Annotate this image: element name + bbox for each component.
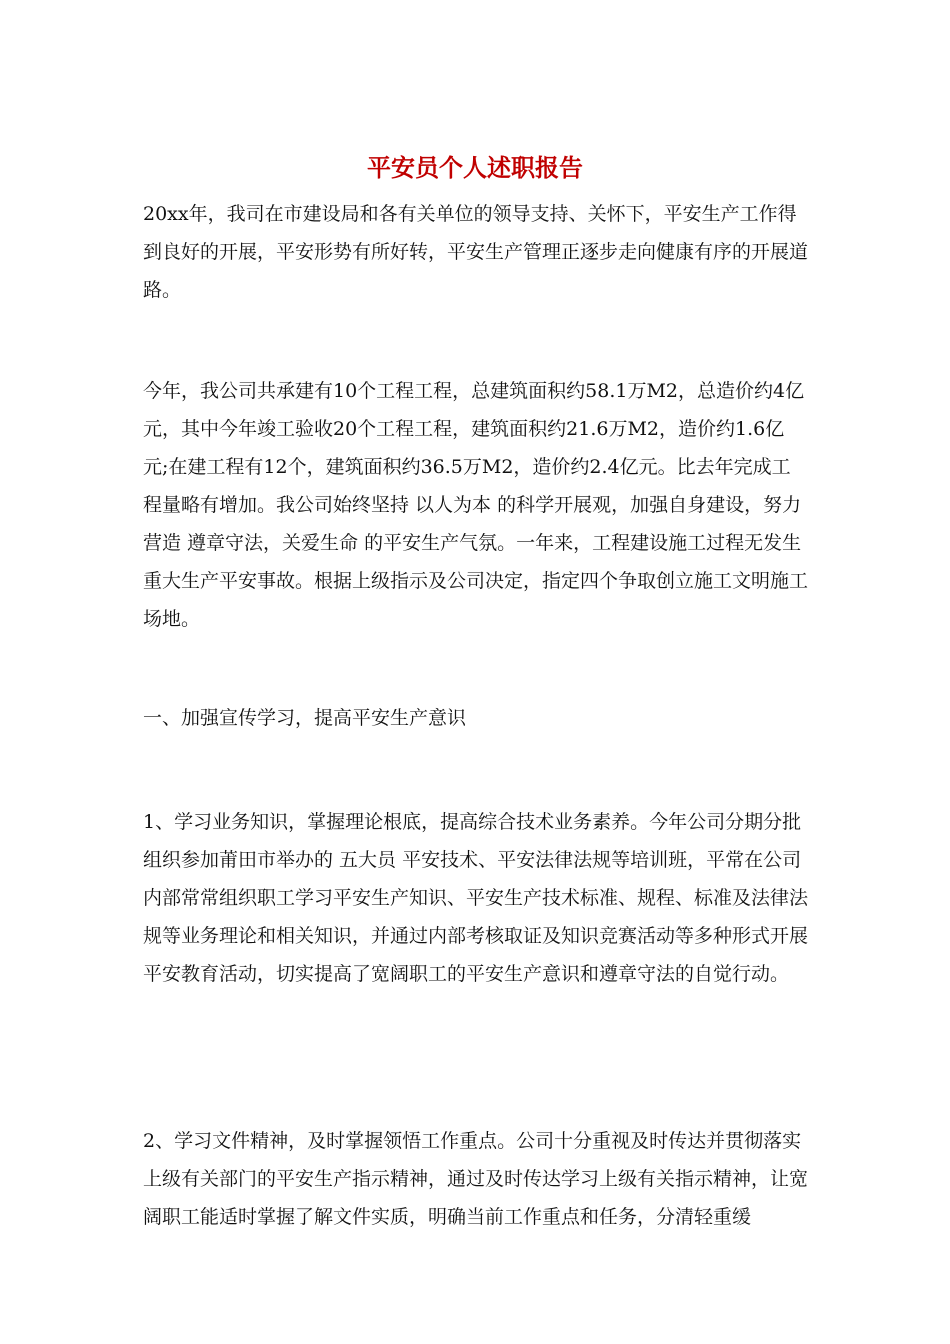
- paragraph-intro: 20xx年，我司在市建设局和各有关单位的领导支持、关怀下，平安生产工作得到良好的开展，平安形势有所好转，平安生产管理正逐步走向健康有序的开展道路。: [143, 203, 809, 301]
- paragraph-item-1: 1、学习业务知识，掌握理论根底，提高综合技术业务素养。今年公司分期分批组织参加莆田市举办的 五大员 平安技术、平安法律法规等培训班，平常在公司内部常常组织职工学习平安生产知识、平安生产技术标准、规程、标准及法律法规等业务理论和相关知识，并通过内部考核取证及知识竞赛活动等多种形式开展平安教育活动，切实提高了宽阔职工的平安生产意识和遵章守法的自觉行动。: [143, 811, 809, 985]
- paragraph-overview: 今年，我公司共承建有10个工程工程，总建筑面积约58.1万M2，总造价约4亿元，其中今年竣工验收20个工程工程，建筑面积约21.6万M2，造价约1.6亿元;在建工程有12个，建筑面积约36.5万M2，造价约2.4亿元。比去年完成工程量略有增加。我公司始终坚持 以人为本 的科学开展观，加强自身建设，努力营造 遵章守法，关爱生命 的平安生产气氛。一年来，工程建设施工过程无发生重大生产平安事故。根据上级指示及公司决定，指定四个争取创立施工文明施工场地。: [143, 380, 809, 630]
- document-title: 平安员个人述职报告: [367, 153, 583, 182]
- paragraph-item-2: 2、学习文件精神，及时掌握领悟工作重点。公司十分重视及时传达并贯彻落实上级有关部门的平安生产指示精神，通过及时传达学习上级有关指示精神，让宽阔职工能适时掌握了解文件实质，明确当前工作重点和任务，分清轻重缓: [143, 1130, 809, 1228]
- section-heading-1: 一、加强宣传学习，提高平安生产意识: [143, 707, 467, 729]
